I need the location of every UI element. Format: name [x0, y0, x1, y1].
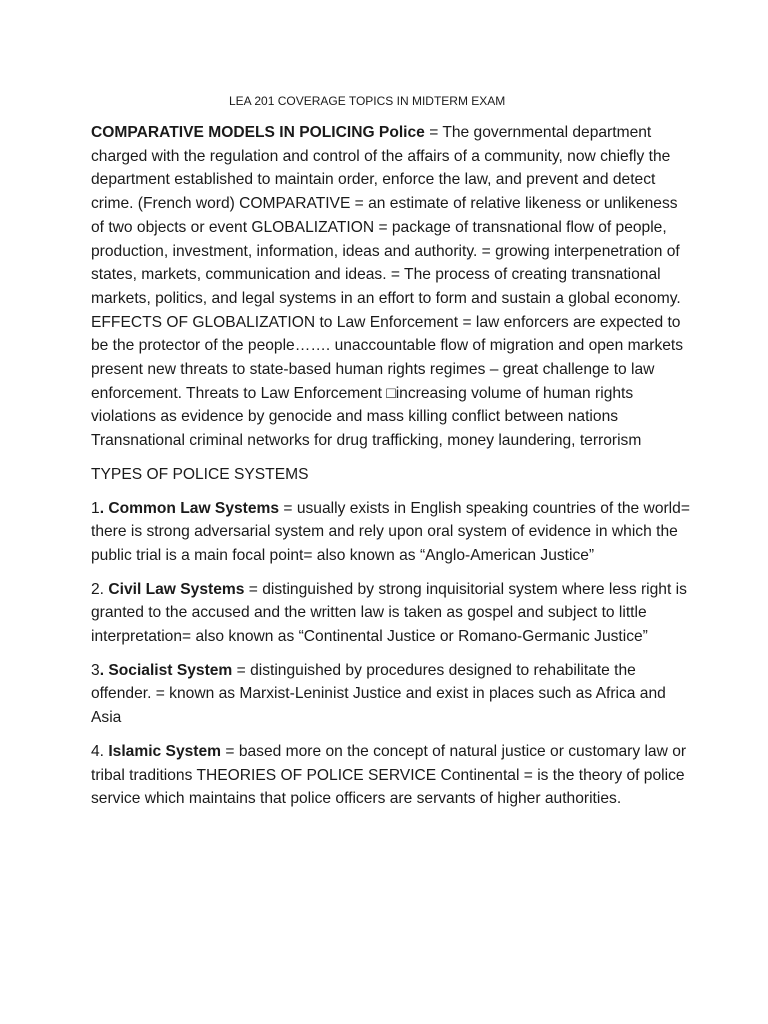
- system-number: 4.: [91, 742, 105, 760]
- document-header: LEA 201 COVERAGE TOPICS IN MIDTERM EXAM: [229, 94, 506, 108]
- system-item-civil-law: [91, 578, 691, 649]
- system-number: 3: [91, 661, 100, 679]
- system-description: = based more on the concept of natural justice or customary law or tribal traditions THEORIES OF POLICE SERVICE Continental = is the theory of police service which maintains that police officers are servants of higher authorities.: [91, 742, 687, 808]
- system-name: Civil Law Systems: [104, 580, 245, 598]
- intro-bold-lead: COMPARATIVE MODELS IN POLICING Police: [91, 124, 425, 141]
- document-body: [91, 121, 691, 821]
- system-item-socialist: [91, 659, 691, 730]
- system-name: Islamic System: [104, 742, 222, 760]
- system-name: . Socialist System: [99, 661, 233, 679]
- intro-text: = The governmental department charged with the regulation and control of the affairs of a community, now chiefly the department established to maintain order, enforce the law, and prevent and detect crime. (French word) COMPARATIVE = an estimate of relative likeness or unlikeness of two objects or event GLOBALIZATION = package of transnational flow of people, production, investment, information, ideas and authority. = growing interpenetration of states, markets, communication and ideas. = The process of creating transnational markets, politics, and legal systems in an effort to form and sustain a global economy. EFFECTS OF GLOBALIZATION to Law Enforcement = law enforcers are expected to be the protector of the people……. unaccountable flow of migration and open markets present new threats to state-based human rights regimes – great challenge to law enforcement. Threats to Law Enforcement □increasing volume of human rights violations as evidence by genocide and mass killing conflict between nations Transnational criminal networks for drug trafficking, money laundering, terrorism: [91, 124, 684, 450]
- intro-paragraph: [91, 121, 691, 453]
- system-number: 1: [91, 499, 100, 517]
- system-name: . Common Law Systems: [99, 499, 280, 517]
- system-number: 2.: [91, 580, 105, 598]
- system-description: = distinguished by procedures designed to rehabilitate the offender. = known as Marxist-Leninist Justice and exist in places such as Africa and Asia: [91, 661, 666, 727]
- system-description: = distinguished by strong inquisitorial system where less right is granted to the accused and the written law is taken as gospel and subject to little interpretation= also known as “Continental Justice or Romano-Germanic Justice”: [91, 580, 687, 646]
- system-description: = usually exists in English speaking countries of the world= there is strong adversarial system and rely upon oral system of evidence in which the public trial is a main focal point= also known as “Anglo-American Justice”: [91, 499, 690, 564]
- system-item-common-law: [91, 497, 691, 568]
- system-item-islamic: [91, 740, 691, 811]
- types-heading: TYPES OF POLICE SYSTEMS: [91, 465, 309, 483]
